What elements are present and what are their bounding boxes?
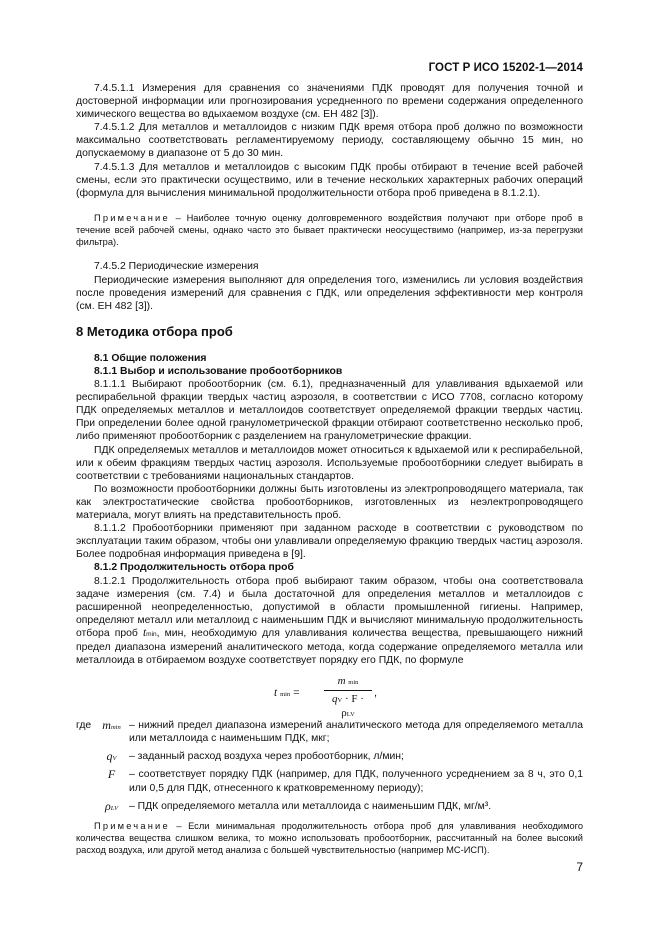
subsection-8-1-title: 8.1 Общие положения [94,352,207,364]
variable-definitions [76,719,583,818]
formula-denominator: qV · F · ρLV [332,693,364,720]
var-m-min: mmin [102,718,121,733]
formula-comma: , [374,687,378,700]
formula-t-min [76,675,583,720]
paragraph-8-1-1-1: 8.1.1.1 Выбирают пробоотборник (см. 6.1), предназначенный для улавливания вдыхаемой или респирабельной фракции твердых частиц аэрозоля, в соответствии с ИСО 7708, согласно которому ПДК определяемых металлов и металлоидов соответствует определяемой фракции твердых частиц. При определении более одной гранулометрической фракции отбирают соответственно несколько проб, либо применяют пробоотборник с разделением на гранулометрические фракции. [76,379,583,443]
note-2-text: – Если минимальная продолжительность отбора проб для улавливания необходимого количества вещества слишком велика, то можно использовать пробоотборник, рассчитанный на более высокий расход воздуха, или другой метод анализа с большей чувствительностью (например МС-ИСП). [76,820,583,856]
paragraph-8-1-2-1-part-a: 8.1.2.1 Продолжительность отбора проб выбирают таким образом, чтобы она соответствовала задаче измерения (см. 7.4) и была достаточной для определения металлов и металлоидов с расширенной неопределенностью, допустимой в области промышленной гигиены. Например, определяют металл или металлоид с наименьшим ПДК и вычисляют минимальную продолжительность отбора проб [76,575,583,639]
var-q-v: qV [106,749,117,764]
note-1-label: Примечание [94,212,170,223]
page-number: 7 [576,860,583,874]
paragraph-8-1-1-1-b: ПДК определяемых металлов и металлоидов может относиться к вдыхаемой или к респирабельной, или к обеим фракциям твердых частиц аэрозоля. Используемые пробоотборники следует выбирать в соответствии с требованиями национальных стандартов. [76,444,583,482]
paragraph-8-1-1-1-c: По возможности пробоотборники должны быть изготовлены из электропроводящего материала, так как электростатические свойства пробоотборников, изготовленных из неэлектропроводящего материала, могут влиять на представительность проб. [76,483,583,522]
page-content [76,82,583,856]
var-f-description: – соответствует порядку ПДК (например, для ПДК, полученного усреднением за 8 ч, это 0,1 или 0,5 для ПДК, отнесенного к кратковременному периоду); [129,769,583,794]
paragraph-7-4-5-1-3: 7.4.5.1.3 Для металлов и металлоидов с высоким ПДК пробы отбирают в течение всей рабочей смены, если это практически осуществимо, или в течение нескольких характерных рабочих операций (формула для вычисления минимальной продолжительности отбора проб приведена в 8.1.2.1). [76,161,583,199]
var-rho-lv-description: – ПДК определяемого металла или металлоида с наименьшим ПДК, мг/м³. [129,800,492,812]
paragraph-7-4-5-2: Периодические измерения выполняют для определения того, изменились ли условия воздействия после проведения измерений для сравнения с ПДК, или определения эффективности мер контроля (см. ЕН 482 [3]). [76,274,583,312]
formula-numerator: m min [337,675,359,688]
subsection-7-4-5-2-title: 7.4.5.2 Периодические измерения [94,261,259,273]
paragraph-7-4-5-1-1: 7.4.5.1.1 Измерения для сравнения со значениями ПДК проводят для получения точной и достоверной информации или прогнозирования усредненного по времени содержания определенного химического вещества во вдыхаемом воздухе (см. ЕН 482 [3]). [76,83,583,121]
note-2 [76,820,583,857]
subsection-8-1-1-title: 8.1.1 Выбор и использование пробоотборников [94,366,343,378]
where-label: где [76,720,92,732]
paragraph-8-1-1-2: 8.1.1.2 Пробоотборники применяют при заданном расходе в соответствии с руководством по эксплуатации таким образом, чтобы они улавливали определяемую фракцию твердых частиц аэрозоля. Более подробная информация приведена в [9]. [76,523,583,561]
note-2-label: Примечание [94,820,170,831]
document-code-header: ГОСТ Р ИСО 15202-1—2014 [428,62,583,74]
formula-fraction [324,675,372,721]
paragraph-8-1-2-1 [76,575,583,668]
paragraph-8-1-2-1-part-b: , мин, необходимую для улавливания количества вещества, превышающего нижний предел диапазона измерений аналитического метода, когда содержание определяемого металла или металлоида в отбираемом воздухе соответствует порядку его ПДК, по формуле [76,627,583,667]
var-q-v-description: – заданный расход воздуха через пробоотборник, л/мин; [129,751,404,763]
inline-var-t: t [142,626,147,639]
section-8-title: 8 Методика отбора проб [76,323,233,339]
paragraph-7-4-5-1-2: 7.4.5.1.2 Для металлов и металлоидов с низким ПДК время отбора проб должно по возможности максимально соответствовать регламентируемому периоду, составляющему обычно 15 мин, но допускаемому в диапазоне от 5 до 30 мин. [76,122,583,160]
var-f: F [107,767,116,782]
note-1 [76,212,583,249]
subsection-8-1-2-title: 8.1.2 Продолжительность отбора проб [94,562,294,574]
formula-lhs: t min = [274,687,300,700]
var-m-min-description: – нижний предел диапазона измерений аналитического метода для определяемого металла или металлоида с наименьшим ПДК, мкг; [129,720,583,745]
note-1-text: – Наиболее точную оценку долговременного воздействия получают при отборе проб в течение всей рабочей смены, однако часто это бывает практически неосуществимо (например, из-за перегрузки фильтра). [76,212,583,248]
var-rho-lv: ρLV [104,798,119,813]
inline-var-t-sub: min [146,630,157,638]
